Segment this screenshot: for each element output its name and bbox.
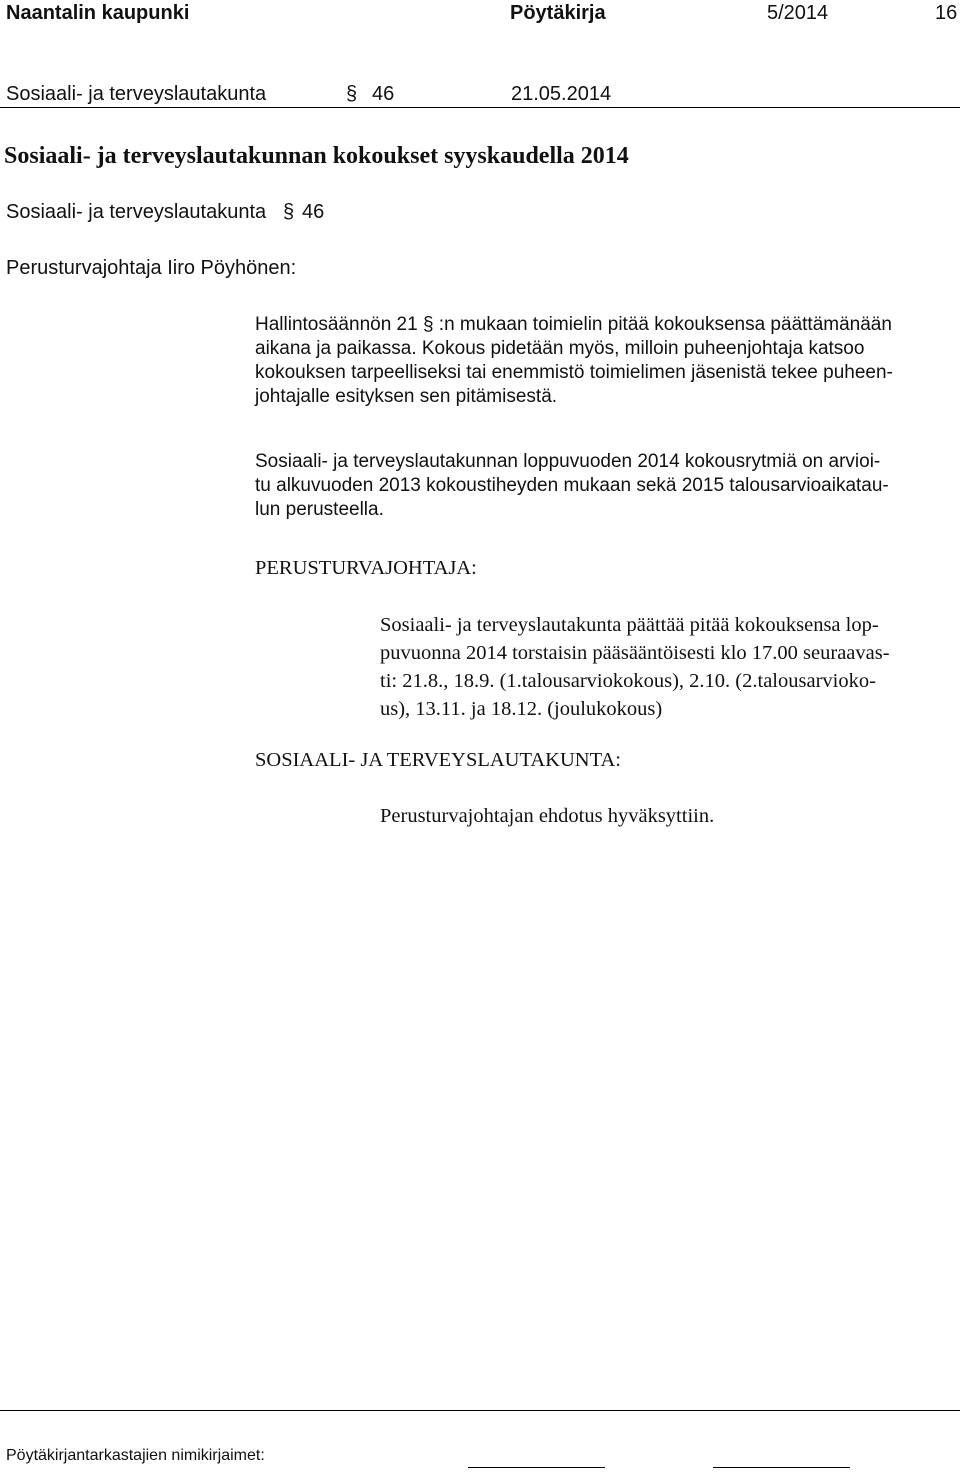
proposal-line: us), 13.11. ja 18.12. (joulukokous): [380, 698, 663, 720]
meta-date: 21.05.2014: [511, 83, 612, 105]
footer-signature-label: Pöytäkirjantarkastajien nimikirjaimet:: [6, 1447, 265, 1464]
paragraph-line: tu alkuvuoden 2013 kokoustiheyden mukaan sekä 2015 talousarvioaikatau-: [255, 475, 889, 496]
page-title: Sosiaali- ja terveyslautakunnan kokoukset syyskaudella 2014: [4, 143, 629, 169]
section-sign-icon: §: [283, 201, 295, 223]
header-city: Naantalin kaupunki: [6, 2, 190, 24]
presenter: Perusturvajohtaja Iiro Pöyhönen:: [6, 257, 297, 279]
paragraph-line: kokouksen tarpeelliseksi tai enemmistö toimielimen jäsenistä tekee puheen-: [255, 362, 893, 383]
ref-board: Sosiaali- ja terveyslautakunta: [6, 201, 267, 223]
meta-section-number: 46: [372, 83, 395, 105]
section-sign-icon: §: [346, 83, 358, 105]
header-doc-type: Pöytäkirja: [510, 2, 606, 24]
paragraph-line: Hallintosäännön 21 § :n mukaan toimielin pitää kokouksensa päättämänään: [255, 314, 892, 335]
signature-line: [713, 1467, 850, 1468]
meta-board: Sosiaali- ja terveyslautakunta: [6, 83, 267, 105]
header-page-number: 16: [935, 2, 958, 24]
paragraph-schedule: [255, 450, 889, 522]
paragraph-line: aikana ja paikassa. Kokous pidetään myös, milloin puheenjohtaja katsoo: [255, 338, 865, 359]
proposal-line: Sosiaali- ja terveyslautakunta päättää pitää kokouksensa lop-: [380, 614, 879, 636]
proposal-line: ti: 21.8., 18.9. (1.talousarviokokous), 2.10. (2.talousarvioko-: [380, 670, 876, 692]
decision-text: Perusturvajohtajan ehdotus hyväksyttiin.: [380, 805, 715, 827]
decision-label: SOSIAALI- JA TERVEYSLAUTAKUNTA:: [255, 749, 621, 771]
header-doc-number: 5/2014: [767, 2, 829, 24]
proposal-text: [380, 611, 890, 723]
paragraph-line: johtajalle esityksen sen pitämisestä.: [255, 386, 558, 407]
paragraph-line: Sosiaali- ja terveyslautakunnan loppuvuoden 2014 kokousrytmiä on arvioi-: [255, 451, 881, 472]
signature-line: [468, 1467, 605, 1468]
header-divider: [0, 107, 960, 108]
footer-divider: [0, 1410, 960, 1411]
paragraph-line: lun perusteella.: [255, 499, 384, 520]
proposal-line: puvuonna 2014 torstaisin pääsääntöisesti klo 17.00 seuraavas-: [380, 642, 890, 664]
proposal-label: PERUSTURVAJOHTAJA:: [255, 557, 477, 579]
ref-section-number: 46: [302, 201, 325, 223]
paragraph-rules: [255, 313, 893, 409]
